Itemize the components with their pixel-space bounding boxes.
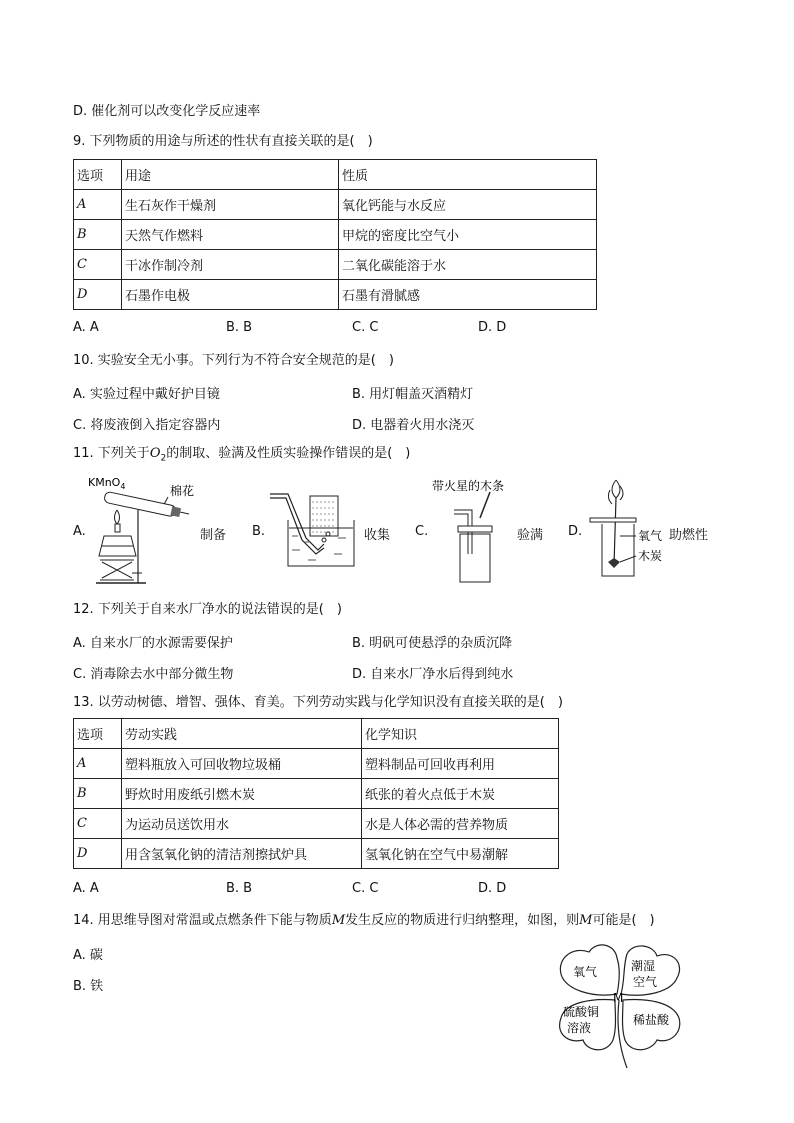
glowing-splint-label: 带火星的木条 — [432, 479, 505, 493]
property-cell: 氧化钙能与水反应 — [339, 190, 597, 220]
q12-option-b[interactable]: B. 明矾可使悬浮的杂质沉降 — [352, 636, 513, 651]
leaf-copper-sulfate-line1: 硫酸铜 — [563, 1005, 600, 1019]
q10-option-a[interactable]: A. 实验过程中戴好护目镜 — [73, 387, 220, 402]
header-cell: 选项 — [74, 719, 122, 749]
q13-table — [73, 718, 559, 869]
property-cell: 石墨有滑腻感 — [339, 280, 597, 310]
practice-cell: 为运动员送饮用水 — [122, 809, 362, 839]
table-row — [74, 220, 597, 250]
q9-table — [73, 159, 597, 310]
q9-option-d[interactable]: D. D — [478, 320, 507, 335]
table-row — [74, 190, 597, 220]
table-row — [74, 809, 559, 839]
q13-option-b[interactable]: B. B — [226, 881, 253, 896]
leaf-moist-air-line1: 潮湿 — [631, 959, 656, 973]
q13-option-a[interactable]: A. A — [73, 881, 99, 896]
q11-caption-prep: 制备 — [200, 528, 227, 543]
q9-stem: 9. 下列物质的用途与所述的性状有直接关联的是( ) — [73, 134, 373, 149]
charcoal-burning-diagram — [580, 478, 690, 582]
o2-formula: O — [149, 446, 161, 461]
q11-caption-check: 验满 — [517, 528, 544, 543]
var-m: M — [331, 913, 346, 928]
option-cell: B — [74, 220, 122, 250]
option-cell: C — [74, 250, 122, 280]
practice-cell: 用含氢氧化钠的清洁剂擦拭炉具 — [122, 839, 362, 869]
option-cell: D — [74, 839, 122, 869]
q9-option-b[interactable]: B. B — [226, 320, 253, 335]
table-row — [74, 779, 559, 809]
q13-option-c[interactable]: C. C — [352, 881, 379, 896]
practice-cell: 塑料瓶放入可回收物垃圾桶 — [122, 749, 362, 779]
q12-option-d[interactable]: D. 自来水厂净水后得到纯水 — [352, 667, 514, 682]
header-cell: 性质 — [339, 160, 597, 190]
q10-option-b[interactable]: B. 用灯帽盖灭酒精灯 — [352, 387, 474, 402]
q11-stem — [73, 445, 410, 468]
water-collection-diagram — [268, 488, 368, 573]
charcoal-label: 木炭 — [638, 549, 663, 563]
clover-mind-map — [553, 940, 687, 1070]
use-cell: 生石灰作干燥剂 — [122, 190, 339, 220]
property-cell: 甲烷的密度比空气小 — [339, 220, 597, 250]
use-cell: 石墨作电极 — [122, 280, 339, 310]
q14-option-a[interactable]: A. 碳 — [73, 948, 103, 963]
table-row — [74, 749, 559, 779]
q11-stem-post: 的制取、验满及性质实验操作错误的是( ) — [166, 446, 411, 461]
q9-option-a[interactable]: A. A — [73, 320, 99, 335]
q12-option-c[interactable]: C. 消毒除去水中部分微生物 — [73, 667, 234, 682]
o2-subscript: 2 — [160, 453, 167, 464]
header-cell: 劳动实践 — [122, 719, 362, 749]
q11-letter-a[interactable]: A. — [73, 524, 86, 539]
table-row — [74, 839, 559, 869]
oxygen-label: 氧气 — [638, 529, 663, 543]
q13-stem: 13. 以劳动树德、增智、强体、育美。下列劳动实践与化学知识没有直接关联的是( ) — [73, 695, 563, 710]
header-cell: 用途 — [122, 160, 339, 190]
knowledge-cell: 塑料制品可回收再利用 — [362, 749, 559, 779]
option-cell: D — [74, 280, 122, 310]
q14-stem-pre: 14. 用思维导图对常温或点燃条件下能与物质 — [73, 913, 332, 928]
var-m: M — [579, 913, 593, 928]
leaf-moist-air-line2: 空气 — [633, 975, 658, 989]
use-cell: 天然气作燃料 — [122, 220, 339, 250]
q11-letter-d[interactable]: D. — [568, 524, 583, 539]
knowledge-cell: 水是人体必需的营养物质 — [362, 809, 559, 839]
q10-option-c[interactable]: C. 将废液倒入指定容器内 — [73, 418, 221, 433]
q10-option-d[interactable]: D. 电器着火用水浇灭 — [352, 418, 475, 433]
practice-cell: 野炊时用废纸引燃木炭 — [122, 779, 362, 809]
q11-stem-pre: 11. 下列关于 — [73, 446, 150, 461]
table-header-row — [74, 719, 559, 749]
q11-caption-collect: 收集 — [364, 528, 391, 543]
q14-stem — [73, 912, 655, 930]
q12-option-a[interactable]: A. 自来水厂的水源需要保护 — [73, 636, 233, 651]
property-cell: 二氧化碳能溶于水 — [339, 250, 597, 280]
center-m: M — [613, 991, 624, 1005]
leaf-copper-sulfate-line2: 溶液 — [567, 1021, 592, 1035]
q14-stem-end: 可能是( ) — [592, 913, 655, 928]
kmno4-label: KMnO$_4$ — [88, 476, 126, 491]
table-row — [74, 280, 597, 310]
leaf-oxygen: 氧气 — [573, 965, 598, 979]
header-cell: 选项 — [74, 160, 122, 190]
q11-letter-c[interactable]: C. — [415, 524, 429, 539]
header-cell: 化学知识 — [362, 719, 559, 749]
knowledge-cell: 纸张的着火点低于木炭 — [362, 779, 559, 809]
q11-caption-support: 助燃性 — [669, 528, 709, 543]
option-cell: A — [74, 190, 122, 220]
table-header-row — [74, 160, 597, 190]
leaf-dilute-hcl: 稀盐酸 — [633, 1013, 670, 1027]
q11-letter-b[interactable]: B. — [252, 524, 266, 539]
table-row — [74, 250, 597, 280]
q14-option-b[interactable]: B. 铁 — [73, 979, 104, 994]
use-cell: 干冰作制冷剂 — [122, 250, 339, 280]
option-cell: A — [74, 749, 122, 779]
q14-stem-post: 发生反应的物质进行归纳整理，如图，则 — [345, 913, 580, 928]
knowledge-cell: 氢氧化钠在空气中易潮解 — [362, 839, 559, 869]
q13-option-d[interactable]: D. D — [478, 881, 507, 896]
heating-apparatus-diagram — [82, 470, 202, 590]
q8-option-d: D. 催化剂可以改变化学反应速率 — [73, 104, 261, 119]
option-cell: C — [74, 809, 122, 839]
cotton-label: 棉花 — [170, 484, 195, 498]
option-cell: B — [74, 779, 122, 809]
q10-stem: 10. 实验安全无小事。下列行为不符合安全规范的是( ) — [73, 353, 394, 368]
check-full-diagram — [420, 474, 530, 584]
q9-option-c[interactable]: C. C — [352, 320, 379, 335]
q12-stem: 12. 下列关于自来水厂净水的说法错误的是( ) — [73, 602, 342, 617]
